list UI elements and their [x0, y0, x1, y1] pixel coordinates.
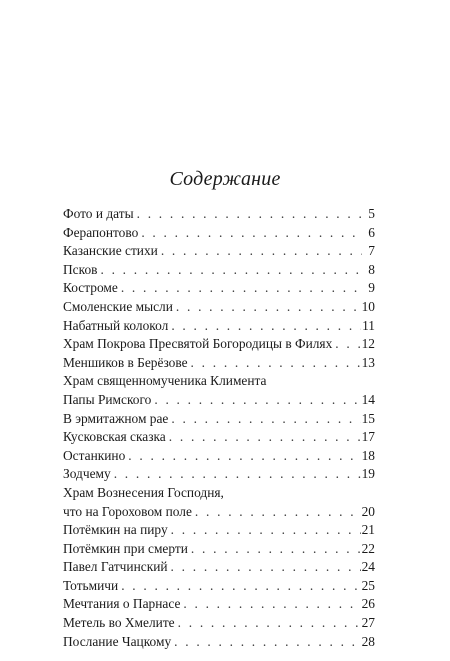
toc-entry-title: что на Гороховом поле: [63, 503, 192, 519]
toc-entry-page: 21: [361, 522, 375, 538]
toc-entry-page: 15: [361, 410, 375, 426]
toc-leader-dots: [335, 335, 360, 354]
toc-entry-title: Псков: [63, 261, 98, 277]
toc-title: Содержание: [169, 168, 281, 190]
toc-leader-dots: [121, 577, 360, 596]
toc-entry-page: 24: [361, 559, 375, 575]
toc-entry: [63, 335, 375, 354]
toc-list: [63, 205, 375, 651]
toc-entry-page: 18: [361, 447, 375, 463]
toc-entry: [63, 279, 375, 298]
toc-leader-dots: [183, 595, 360, 614]
toc-entry: [63, 410, 375, 429]
toc-entry-title: Метель во Хмелите: [63, 615, 175, 631]
toc-entry-page: 11: [362, 317, 375, 333]
toc-entry: [63, 205, 375, 224]
toc-entry: [63, 298, 375, 317]
toc-entry-title: Набатный колокол: [63, 317, 169, 333]
toc-entry-page: 12: [361, 336, 375, 352]
toc-entry: [63, 633, 375, 652]
toc-entry-title: Тотьмичи: [63, 577, 119, 593]
toc-entry: [63, 540, 375, 559]
toc-entry-title: Храм Вознесения Господня,: [63, 484, 224, 500]
toc-entry-title: Фото и даты: [63, 206, 134, 221]
toc-entry-page: 25: [361, 577, 375, 593]
toc-entry-page: 20: [361, 503, 375, 519]
toc-leader-dots: [171, 317, 361, 336]
toc-leader-dots: [191, 354, 361, 373]
toc-entry-title: Кусковская сказка: [63, 429, 166, 445]
toc-entry-page: 17: [361, 429, 375, 445]
toc-entry: [63, 391, 375, 410]
toc-entry: [63, 242, 375, 261]
toc-entry-page: 14: [361, 391, 375, 407]
toc-leader-dots: [171, 410, 360, 429]
toc-entry-page: 10: [361, 298, 375, 314]
toc-entry-page: 7: [368, 243, 375, 259]
toc-entry: [63, 595, 375, 614]
toc-entry-page: 5: [368, 206, 375, 221]
toc-leader-dots: [169, 428, 361, 447]
toc-entry: [63, 447, 375, 466]
toc-entry-page: 8: [368, 261, 375, 277]
toc-leader-dots: [171, 558, 361, 577]
toc-leader-dots: [195, 503, 361, 522]
toc-leader-dots: [174, 633, 360, 652]
toc-entry: [63, 428, 375, 447]
toc-entry: [63, 577, 375, 596]
toc-entry-title: Храм Покрова Пресвятой Богородицы в Филях: [63, 336, 333, 352]
toc-entry-page: 26: [361, 596, 375, 612]
toc-entry-title: В эрмитажном рае: [63, 410, 169, 426]
toc-entry-title: Мечтания о Парнасе: [63, 596, 181, 612]
toc-entry: [63, 224, 375, 243]
toc-entry-title: Папы Римского: [63, 391, 152, 407]
toc-entry-page: 27: [361, 615, 375, 631]
toc-leader-dots: [141, 224, 362, 243]
toc-entry: [63, 317, 375, 336]
toc-entry-page: 9: [368, 280, 375, 296]
toc-entry-first-line: [63, 484, 375, 503]
toc-leader-dots: [191, 540, 361, 559]
toc-entry-title: Меншиков в Берёзове: [63, 354, 188, 370]
toc-entry-title: Павел Гатчинский: [63, 559, 168, 575]
toc-entry: [63, 558, 375, 577]
toc-leader-dots: [114, 465, 361, 484]
toc-entry-title: Храм священномученика Климента: [63, 373, 267, 389]
toc-leader-dots: [176, 298, 361, 317]
toc-leader-dots: [178, 614, 361, 633]
toc-entry-page: 19: [361, 466, 375, 482]
toc-entry: [63, 354, 375, 373]
toc-entry-title: Казанские стихи: [63, 243, 158, 259]
toc-entry-title: Останкино: [63, 447, 126, 463]
toc-entry-title: Смоленские мысли: [63, 298, 173, 314]
toc-entry-title: Потёмкин на пиру: [63, 522, 168, 538]
toc-entry-page: 13: [361, 354, 375, 370]
toc-entry-title: Потёмкин при смерти: [63, 540, 188, 556]
toc-leader-dots: [154, 391, 360, 410]
toc-entry-title: Зодчему: [63, 466, 111, 482]
toc-leader-dots: [121, 279, 362, 298]
toc-entry: [63, 503, 375, 522]
toc-leader-dots: [161, 242, 362, 261]
toc-entry-page: 22: [361, 540, 375, 556]
toc-entry-title: Ферапонтово: [63, 224, 139, 240]
toc-entry-title: Костроме: [63, 280, 118, 296]
toc-leader-dots: [171, 521, 361, 540]
toc-leader-dots: [100, 261, 362, 280]
toc-leader-dots: [128, 447, 360, 466]
toc-entry: [63, 261, 375, 280]
toc-leader-dots: [137, 205, 362, 224]
toc-entry-page: 6: [368, 224, 375, 240]
toc-entry-title: Послание Чацкому: [63, 633, 172, 649]
toc-entry: [63, 465, 375, 484]
toc-entry: [63, 614, 375, 633]
toc-entry-page: 28: [361, 633, 375, 649]
toc-entry-first-line: [63, 372, 375, 391]
toc-entry: [63, 521, 375, 540]
